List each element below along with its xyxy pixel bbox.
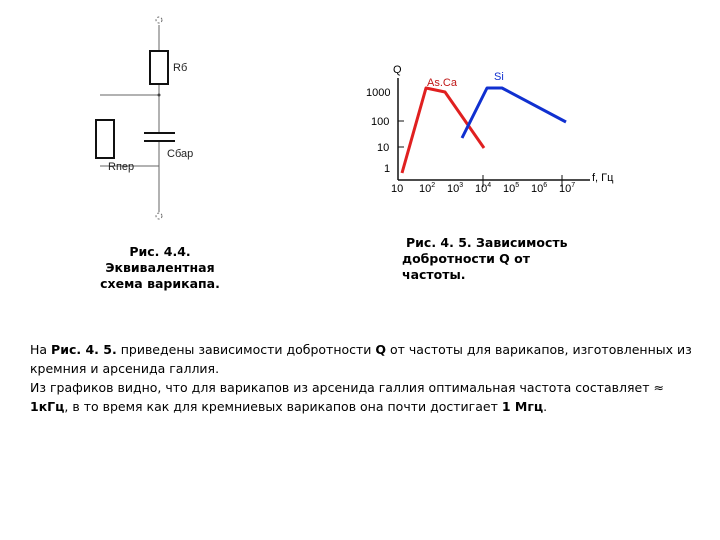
text-run: На [30, 342, 52, 357]
bottom-terminal [156, 213, 162, 219]
fig-4-4-caption [90, 244, 230, 292]
cbar-label: Сбар [167, 148, 194, 160]
text-run: Из графиков видно, что для варикапов из арсенида галлия оптимальная частота составляет ≈ [30, 380, 664, 395]
caption-line: добротности Q от [402, 251, 530, 266]
x-tick-label [391, 183, 403, 195]
text-run-bold: Рис. 4. 5. [51, 342, 117, 357]
x-tick-label [559, 182, 575, 195]
top-terminal [156, 17, 162, 23]
y-tick-label: 100 [371, 116, 390, 128]
text-run: . [543, 399, 548, 414]
caption-line: схема варикапа. [100, 276, 220, 291]
paragraph-2 [30, 378, 695, 416]
fig-4-5-caption [402, 235, 602, 283]
text-run: от частоты для варикапов, изготовленных из кремния и арсенида галлия. [30, 342, 692, 376]
text-run: , в то время как для кремниевых варикапов она почти достигает [64, 399, 502, 414]
svg-text:106: $10^6$ [531, 182, 548, 195]
svg-text:107: $10^7$ [559, 182, 576, 195]
svg-text:105: $10^5$ [503, 182, 520, 195]
q-frequency-graph [355, 55, 635, 205]
body-text [30, 340, 695, 416]
x-tick-label [531, 182, 547, 195]
asca-curve [402, 88, 484, 173]
si-series-label: Si [494, 71, 504, 83]
x-axis-label: f, Гц [592, 172, 614, 184]
svg-text:102: $10^2$ [419, 182, 436, 195]
text-run-bold: 1кГц [30, 399, 65, 414]
x-tick-label [419, 182, 435, 195]
rb-label: Rб [173, 62, 188, 74]
caption-line: Эквивалентная [105, 260, 215, 275]
y-tick-label: 1 [384, 163, 391, 175]
caption-line: Рис. 4. 5. Зависимость [406, 235, 568, 250]
y-tick-label: 10 [377, 142, 390, 154]
asca-series-label: As.Ca [427, 77, 457, 89]
rb-resistor [150, 51, 168, 84]
x-tick-label [447, 182, 463, 195]
text-run-bold: Q [375, 342, 387, 357]
rper-resistor [96, 120, 114, 158]
si-curve [462, 88, 566, 138]
x-tick-label [475, 182, 491, 195]
y-axis-label: Q [393, 64, 402, 76]
svg-text:103: $10^3$ [447, 182, 464, 195]
caption-line: частоты. [402, 267, 466, 282]
x-tick-label [503, 182, 519, 195]
text-run: приведены зависимости добротности [116, 342, 376, 357]
y-tick-label: 1000 [366, 87, 391, 99]
varicap-circuit [0, 0, 260, 240]
text-run-bold: 1 Мгц [501, 399, 544, 414]
rper-label: Rпер [108, 161, 135, 173]
caption-line: Рис. 4.4. [129, 244, 191, 259]
svg-text:104: $10^4$ [475, 182, 492, 195]
paragraph-1 [30, 340, 695, 378]
tap-node [158, 94, 161, 97]
svg-text:10: 10 [391, 183, 404, 195]
